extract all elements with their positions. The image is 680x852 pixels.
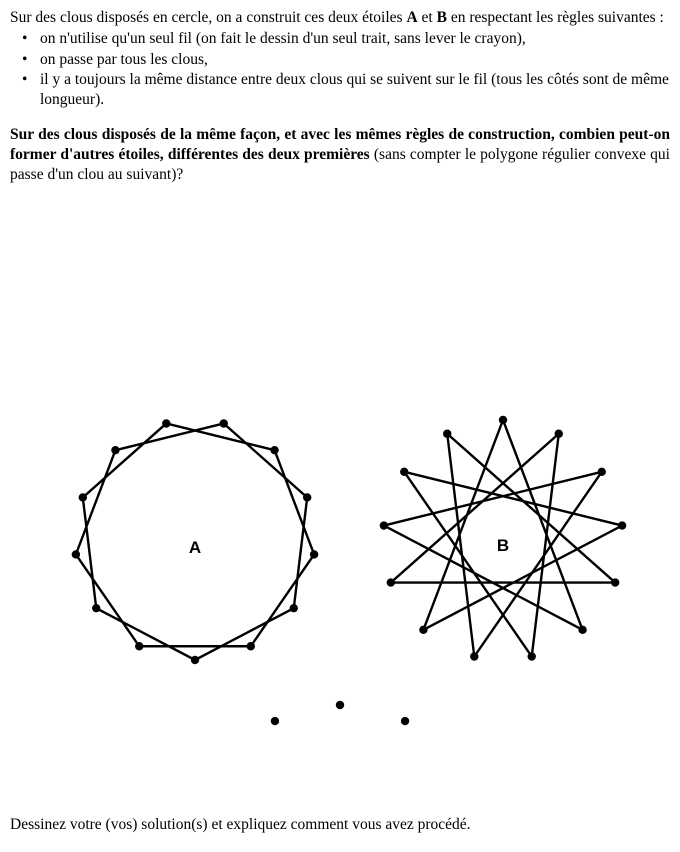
- nail-dot: [303, 494, 311, 502]
- nail-dot: [380, 522, 388, 530]
- bullet-marker-icon: •: [22, 50, 28, 68]
- star-figures-svg: [10, 195, 670, 755]
- nail-dot: [528, 653, 536, 661]
- nail-dot: [555, 430, 563, 438]
- nail-dot: [387, 579, 395, 587]
- nail-dot: [336, 701, 344, 709]
- nail-dot: [598, 468, 606, 476]
- nail-dot: [162, 420, 170, 428]
- figures-area: [10, 195, 670, 755]
- nail-dot: [443, 430, 451, 438]
- nail-dot: [401, 717, 409, 725]
- figure-b-label: B: [496, 536, 510, 556]
- nail-dot: [611, 579, 619, 587]
- nail-dot: [79, 494, 87, 502]
- question-paragraph: [10, 125, 670, 185]
- nail-dot: [92, 604, 100, 612]
- nail-dot: [270, 446, 278, 454]
- footer-instruction: Dessinez votre (vos) solution(s) et expliquez comment vous avez procédé.: [10, 816, 471, 833]
- nail-dot: [271, 717, 279, 725]
- intro-text-between: et: [417, 9, 437, 26]
- question-bold-part: Sur des clous disposés de la même façon, et avec les mêmes règles de construction, combien peut-on former d'autres étoiles, différentes des deux premières: [10, 125, 670, 164]
- rule-text: il y a toujours la même distance entre deux clous qui se suivent sur le fil (tous les côtés sont de même longueur).: [40, 71, 669, 108]
- figure-a-label: A: [188, 538, 202, 558]
- nail-dot: [290, 604, 298, 612]
- nail-dot: [310, 551, 318, 559]
- nail-dot: [72, 551, 80, 559]
- nail-dot: [419, 626, 427, 634]
- list-item: [10, 50, 670, 69]
- nail-dot: [499, 416, 507, 424]
- nail-dot: [470, 653, 478, 661]
- nail-dot: [135, 642, 143, 650]
- nail-dot: [111, 446, 119, 454]
- bullet-marker-icon: •: [22, 71, 28, 89]
- nail-dot: [400, 468, 408, 476]
- rule-text: on passe par tous les clous,: [40, 50, 208, 68]
- list-item: [10, 29, 670, 48]
- question-rest-part: (sans compter le polygone régulier convexe qui passe d'un clou au suivant)?: [10, 146, 670, 184]
- intro-text-after-b: en respectant les règles suivantes :: [446, 9, 664, 26]
- list-item: [10, 70, 670, 109]
- blank-nail-circle: [197, 701, 483, 755]
- nail-dot: [618, 522, 626, 530]
- rules-list: [10, 29, 670, 109]
- rule-text: on n'utilise qu'un seul fil (on fait le dessin d'un seul trait, sans lever le crayon),: [40, 30, 526, 48]
- bullet-marker-icon: •: [22, 30, 28, 48]
- nail-dot: [191, 656, 199, 664]
- nail-dot: [220, 420, 228, 428]
- intro-paragraph: [10, 8, 670, 27]
- nail-dot: [578, 626, 586, 634]
- intro-text-before-a: Sur des clous disposés en cercle, on a construit ces deux étoiles: [10, 9, 407, 26]
- star-a-reference: A: [406, 9, 418, 26]
- nail-dot: [247, 642, 255, 650]
- star-b-reference: B: [436, 9, 447, 26]
